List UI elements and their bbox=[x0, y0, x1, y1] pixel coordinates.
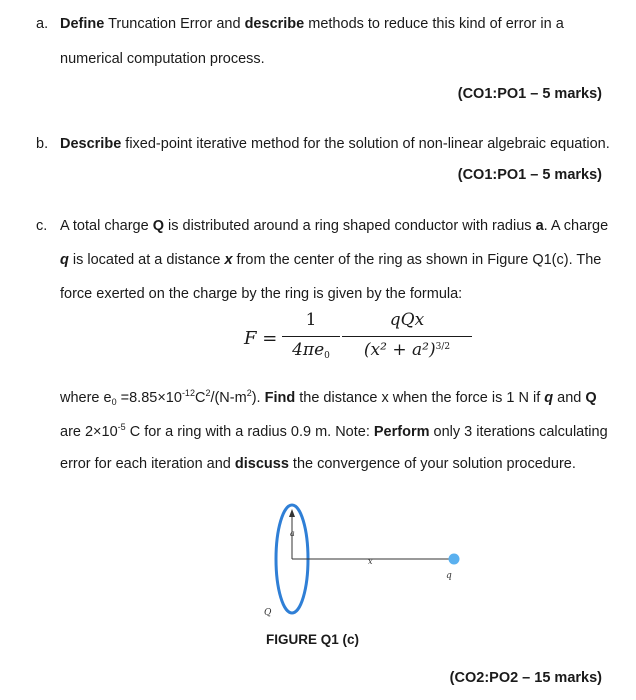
question-c-text: ). bbox=[251, 390, 265, 406]
question-a-text-2: methods to reduce this kind of error in a bbox=[304, 16, 564, 32]
question-b-label: b. bbox=[36, 136, 49, 152]
question-c-text: error for each iteration and bbox=[60, 456, 235, 472]
var-Q: Q bbox=[152, 218, 164, 234]
question-b-marks: (CO1:PO1 – 5 marks) bbox=[457, 167, 602, 183]
exponent: 2 bbox=[246, 388, 252, 398]
find-keyword: Find bbox=[264, 390, 296, 406]
question-c-text: C bbox=[194, 390, 206, 406]
force-formula bbox=[244, 310, 484, 370]
question-c-text: only 3 iterations calculating bbox=[429, 424, 608, 440]
exponent: 2 bbox=[205, 388, 211, 398]
question-c-line-1 bbox=[60, 218, 608, 234]
formula-fraction-1 bbox=[282, 310, 340, 366]
subscript-0: 0 bbox=[111, 397, 117, 407]
var-x: x bbox=[224, 252, 233, 268]
question-c-text: the convergence of your solution procedure. bbox=[288, 456, 576, 472]
question-a-describe: describe bbox=[244, 16, 305, 32]
label-q: q bbox=[446, 571, 452, 581]
question-c-text: is distributed around a ring shaped conductor with radius bbox=[163, 218, 536, 234]
formula-fraction-1-denominator bbox=[282, 340, 340, 361]
question-a-define: Define bbox=[60, 16, 105, 32]
question-a-line-1 bbox=[60, 16, 564, 32]
question-c-line-2 bbox=[60, 252, 601, 268]
formula-den-subscript: 0 bbox=[324, 351, 330, 361]
question-c-text: A total charge bbox=[60, 218, 153, 234]
formula-fraction-2-numerator: qQx bbox=[389, 310, 425, 330]
question-c-line-5 bbox=[60, 422, 608, 440]
formula-den-exponent: 3/2 bbox=[435, 342, 451, 352]
question-c-line-3: force exerted on the charge by the ring is given by the formula: bbox=[60, 286, 463, 302]
formula-lhs: F = bbox=[244, 328, 278, 349]
question-a-text: Truncation Error and bbox=[104, 16, 245, 32]
question-c-text: . A charge bbox=[543, 218, 609, 234]
question-c-text: is located at a distance bbox=[68, 252, 225, 268]
formula-fraction-1-bar bbox=[282, 336, 340, 337]
question-c-text: and bbox=[553, 390, 586, 406]
question-c-text: where e bbox=[60, 390, 112, 406]
exponent: -12 bbox=[181, 388, 195, 398]
discuss-keyword: discuss bbox=[234, 456, 289, 472]
formula-fraction-1-numerator: 1 bbox=[305, 310, 317, 330]
formula-fraction-2 bbox=[342, 310, 472, 366]
question-b-text: fixed-point iterative method for the solution of non-linear algebraic equation. bbox=[121, 136, 610, 152]
question-c-line-4 bbox=[60, 388, 597, 407]
question-a-line-2: numerical computation process. bbox=[60, 51, 265, 67]
question-c-marks: (CO2:PO2 – 15 marks) bbox=[449, 670, 602, 686]
question-c-text: =8.85×10 bbox=[116, 390, 182, 406]
question-c-text: C for a ring with a radius 0.9 m. Note: bbox=[125, 424, 374, 440]
question-b-describe: Describe bbox=[60, 136, 122, 152]
formula-fraction-2-denominator bbox=[342, 340, 472, 360]
formula-den-x2a2: (x² + a²) bbox=[363, 340, 436, 360]
figure-caption: FIGURE Q1 (c) bbox=[266, 632, 360, 647]
var-q: q bbox=[60, 252, 69, 268]
question-c-text: from the center of the ring as shown in Figure Q1(c). The bbox=[232, 252, 602, 268]
question-c-label: c. bbox=[36, 218, 48, 234]
label-x: x bbox=[368, 557, 373, 566]
formula-den-4pie: 4πe bbox=[292, 340, 325, 360]
perform-keyword: Perform bbox=[373, 424, 430, 440]
ring-charge-figure bbox=[260, 498, 470, 628]
formula-fraction-2-bar bbox=[342, 336, 472, 337]
question-c-text: /(N-m bbox=[210, 390, 247, 406]
exponent: -5 bbox=[117, 422, 126, 432]
point-charge-q bbox=[449, 554, 460, 565]
question-a-marks: (CO1:PO1 – 5 marks) bbox=[457, 86, 602, 102]
question-c-text: the distance x when the force is 1 N if bbox=[295, 390, 545, 406]
question-a-label: a. bbox=[36, 16, 49, 32]
var-a: a bbox=[535, 218, 544, 234]
question-c-text: are 2×10 bbox=[60, 424, 118, 440]
var-Q: Q bbox=[585, 390, 597, 406]
label-Q: Q bbox=[264, 608, 272, 618]
question-c-line-6 bbox=[60, 456, 576, 472]
label-a: a bbox=[290, 529, 295, 538]
var-q: q bbox=[544, 390, 554, 406]
radius-arrow-head bbox=[289, 509, 295, 517]
question-b-line-1 bbox=[60, 136, 610, 152]
